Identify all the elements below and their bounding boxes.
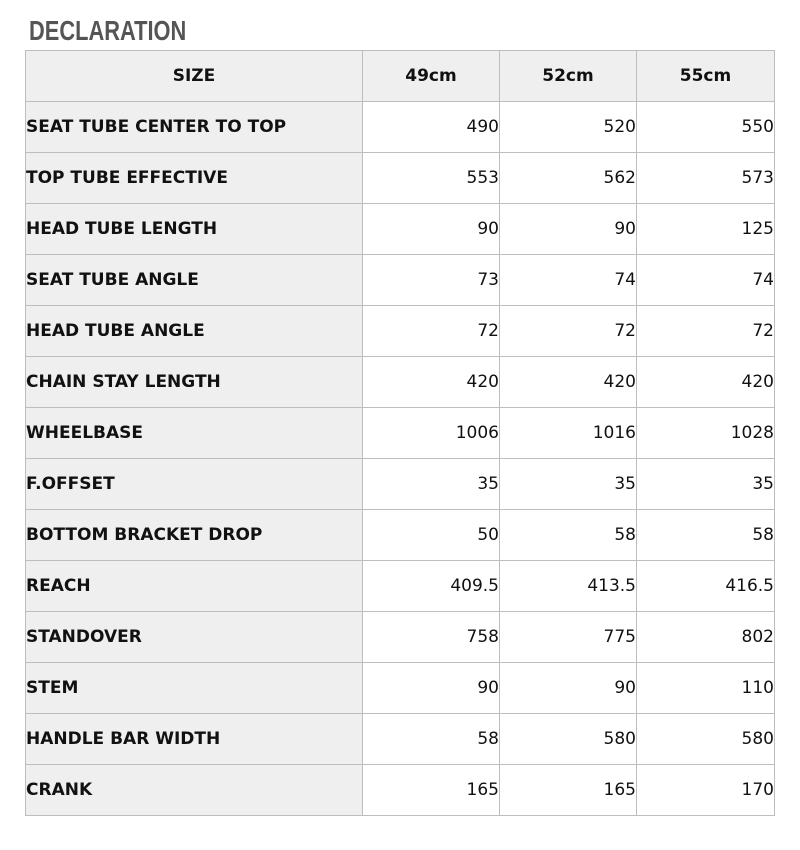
cell-value: 775 (500, 612, 637, 663)
cell-value: 165 (500, 765, 637, 816)
table-header (26, 51, 775, 102)
cell-value: 416.5 (637, 561, 775, 612)
table-row (26, 765, 775, 816)
size-55-header: 55cm (637, 51, 775, 102)
table-row (26, 663, 775, 714)
table-row (26, 204, 775, 255)
cell-value: 573 (637, 153, 775, 204)
cell-value: 35 (637, 459, 775, 510)
table-row (26, 612, 775, 663)
size-49-header: 49cm (363, 51, 500, 102)
cell-value: 74 (637, 255, 775, 306)
cell-value: 35 (363, 459, 500, 510)
cell-value: 110 (637, 663, 775, 714)
row-label: HEAD TUBE LENGTH (26, 204, 363, 255)
cell-value: 90 (363, 663, 500, 714)
cell-value: 35 (500, 459, 637, 510)
cell-value: 580 (500, 714, 637, 765)
cell-value: 50 (363, 510, 500, 561)
cell-value: 758 (363, 612, 500, 663)
cell-value: 1006 (363, 408, 500, 459)
table-row (26, 255, 775, 306)
row-label: F.OFFSET (26, 459, 363, 510)
row-label: CHAIN STAY LENGTH (26, 357, 363, 408)
cell-value: 420 (637, 357, 775, 408)
cell-value: 58 (500, 510, 637, 561)
cell-value: 72 (500, 306, 637, 357)
cell-value: 90 (500, 204, 637, 255)
cell-value: 74 (500, 255, 637, 306)
cell-value: 802 (637, 612, 775, 663)
cell-value: 580 (637, 714, 775, 765)
row-label: REACH (26, 561, 363, 612)
cell-value: 73 (363, 255, 500, 306)
table-row (26, 306, 775, 357)
table-row (26, 714, 775, 765)
cell-value: 413.5 (500, 561, 637, 612)
row-label: STANDOVER (26, 612, 363, 663)
cell-value: 550 (637, 102, 775, 153)
cell-value: 553 (363, 153, 500, 204)
cell-value: 165 (363, 765, 500, 816)
row-label: SEAT TUBE ANGLE (26, 255, 363, 306)
table-row (26, 459, 775, 510)
page-title: DECLARATION (29, 15, 187, 46)
row-label: BOTTOM BRACKET DROP (26, 510, 363, 561)
cell-value: 420 (500, 357, 637, 408)
row-label: HEAD TUBE ANGLE (26, 306, 363, 357)
cell-value: 1016 (500, 408, 637, 459)
table-row (26, 408, 775, 459)
cell-value: 1028 (637, 408, 775, 459)
cell-value: 72 (363, 306, 500, 357)
cell-value: 58 (637, 510, 775, 561)
header-row (26, 51, 775, 102)
table-row (26, 561, 775, 612)
table-body (26, 102, 775, 816)
cell-value: 409.5 (363, 561, 500, 612)
geometry-table (25, 50, 775, 816)
cell-value: 125 (637, 204, 775, 255)
table-row (26, 357, 775, 408)
cell-value: 490 (363, 102, 500, 153)
cell-value: 420 (363, 357, 500, 408)
cell-value: 72 (637, 306, 775, 357)
row-label: STEM (26, 663, 363, 714)
row-label: SEAT TUBE CENTER TO TOP (26, 102, 363, 153)
cell-value: 90 (500, 663, 637, 714)
table-row (26, 153, 775, 204)
cell-value: 520 (500, 102, 637, 153)
size-header: SIZE (26, 51, 363, 102)
row-label: HANDLE BAR WIDTH (26, 714, 363, 765)
table-row (26, 510, 775, 561)
cell-value: 562 (500, 153, 637, 204)
cell-value: 170 (637, 765, 775, 816)
row-label: WHEELBASE (26, 408, 363, 459)
cell-value: 90 (363, 204, 500, 255)
cell-value: 58 (363, 714, 500, 765)
row-label: TOP TUBE EFFECTIVE (26, 153, 363, 204)
table-row (26, 102, 775, 153)
size-52-header: 52cm (500, 51, 637, 102)
row-label: CRANK (26, 765, 363, 816)
